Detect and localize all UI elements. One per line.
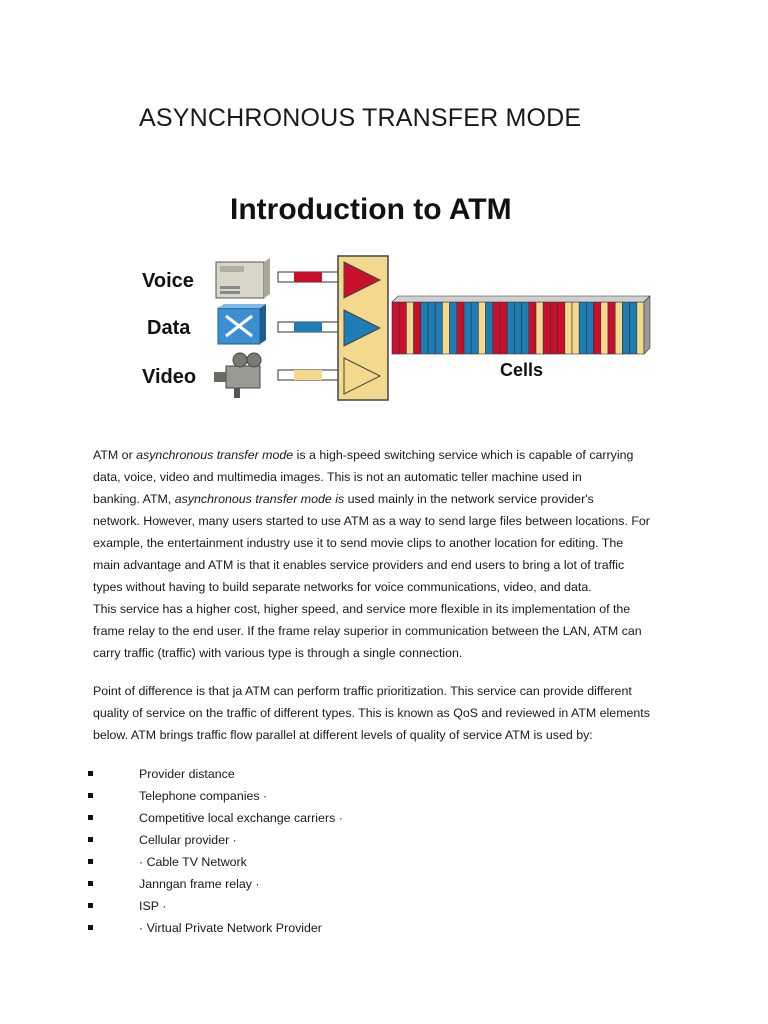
atm-cell [536,302,543,354]
atm-cell [493,302,500,354]
paragraph-1 [93,444,693,664]
atm-cell [565,302,572,354]
bullet-square-icon [88,837,93,842]
atm-cell [550,302,557,354]
list-item-label: · Cable TV Network [139,855,247,869]
label-data: Data [147,317,191,339]
atm-cell [630,302,637,354]
cell-stream-top [392,296,650,302]
text-line: This service has a higher cost, higher speed, and service more flexible in its implementation of the [93,602,631,616]
atm-cell [572,302,579,354]
text-run-italic: asynchronous transfer mode [136,448,294,462]
bullet-square-icon [88,815,93,820]
voice-line [278,272,340,282]
data-line [278,322,340,332]
list-item-label: Provider distance [139,767,235,781]
atm-cell [478,302,485,354]
atm-cell [442,302,449,354]
text-line: network. However, many users started to use ATM as a way to send large files between locations. For [93,514,650,528]
atm-cell [486,302,493,354]
atm-cell [428,302,435,354]
text-line: example, the entertainment industry use it to send movie clips to another location for editing. The [93,536,624,550]
atm-cell [514,302,521,354]
atm-cell [622,302,629,354]
atm-cell [450,302,457,354]
bullet-square-icon [88,859,93,864]
list-item-label: Cellular provider · [139,833,237,847]
atm-cell [608,302,615,354]
atm-cell [507,302,514,354]
atm-cell [406,302,413,354]
atm-cell [586,302,593,354]
bullet-square-icon [88,925,93,930]
list-item-label: Competitive local exchange carriers · [139,811,343,825]
text-run: banking. ATM, [93,492,175,506]
text-run: ATM or [93,448,137,462]
text-line: frame relay to the end user. If the frame relay superior in communication between the LAN, ATM can [93,624,642,638]
label-video: Video [142,366,197,388]
atm-cell [399,302,406,354]
text-line: data, voice, video and multimedia images. This is not an automatic teller machine used in [93,470,582,484]
label-voice: Voice [142,270,194,292]
atm-cell [615,302,622,354]
cell-stream-side [644,296,650,354]
multiplexer [338,256,388,400]
atm-cell [471,302,478,354]
atm-cell [529,302,536,354]
atm-cell [637,302,644,354]
atm-cell [414,302,421,354]
page-title: ASYNCHRONOUS TRANSFER MODE [139,104,582,132]
bullet-square-icon [88,771,93,776]
atm-cell [421,302,428,354]
text-run-italic: asynchronous transfer mode is [174,492,345,506]
text-line: Point of difference is that ja ATM can perform traffic prioritization. This service can provide different [93,684,632,698]
atm-cell [594,302,601,354]
diagram-heading: Introduction to ATM [230,193,512,226]
list-item-label: ISP · [139,899,167,913]
atm-diagram [130,180,710,420]
list-item-label: Janngan frame relay · [139,877,260,891]
atm-cell [464,302,471,354]
paragraph-2 [93,680,693,746]
bullet-square-icon [88,903,93,908]
cells-label: Cells [500,360,544,380]
video-line [278,370,340,380]
text-line: carry traffic (traffic) with various type is through a single connection. [93,646,463,660]
telephone-icon [216,258,270,298]
atm-cell [558,302,565,354]
atm-cell [435,302,442,354]
list-item-label: Telephone companies · [139,789,268,803]
atm-cell [457,302,464,354]
text-line: quality of service on the traffic of different types. This is known as QoS and reviewed in ATM elements [93,706,650,720]
list-item-label: · Virtual Private Network Provider [139,921,322,935]
text-run: used mainly in the network service provider's [344,492,594,506]
atm-cell [522,302,529,354]
text-line: below. ATM brings traffic flow parallel at different levels of quality of service ATM is used by: [93,728,593,742]
atm-cell [579,302,586,354]
atm-cell [500,302,507,354]
bullet-square-icon [88,793,93,798]
atm-cell [392,302,399,354]
text-run: is a high-speed switching service which is capable of carrying [293,448,634,462]
cell-stream [392,296,650,354]
switch-icon [218,304,266,344]
atm-cell [543,302,550,354]
atm-cell [601,302,608,354]
bullet-square-icon [88,881,93,886]
text-line: main advantage and ATM is that it enables service providers and end users to bring a lot of traffic [93,558,625,572]
video-camera-icon [214,353,261,398]
text-line: types without having to build separate networks for voice communications, video, and data. [93,580,592,594]
